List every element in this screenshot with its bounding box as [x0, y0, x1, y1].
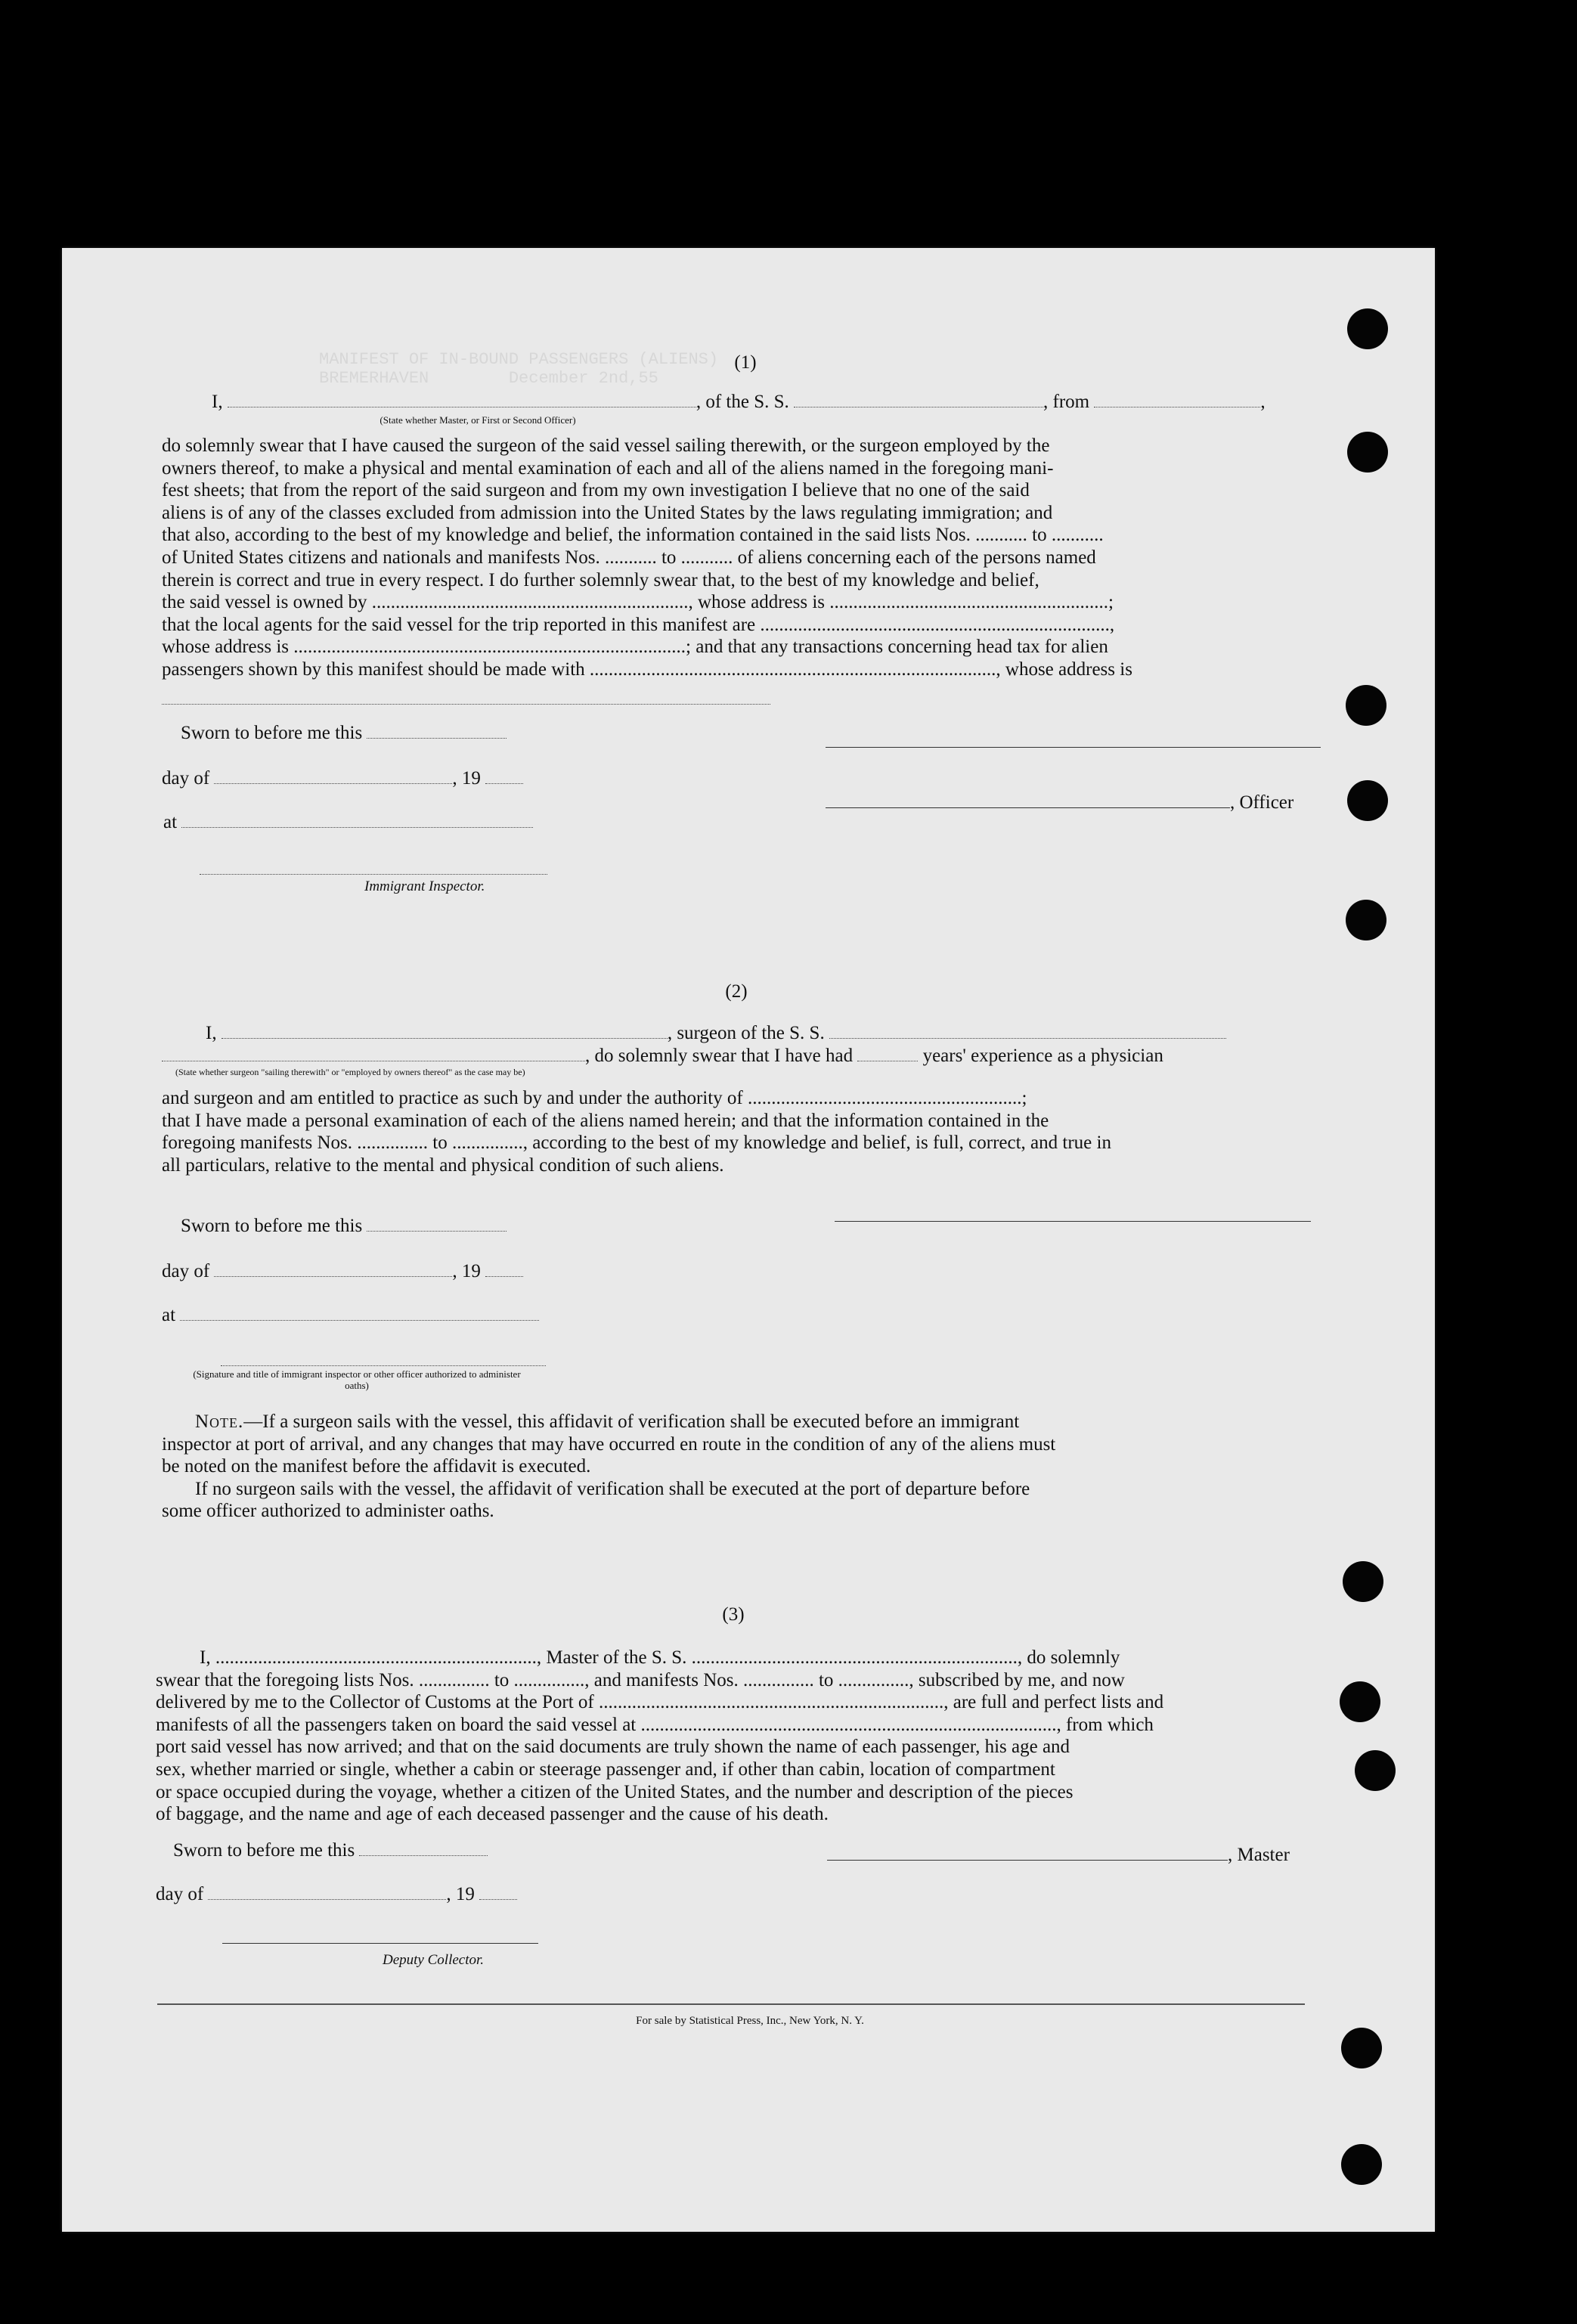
- officer-blank-1[interactable]: [826, 747, 1321, 748]
- section-2-right-line[interactable]: [835, 1221, 1311, 1222]
- note-line-4: If no surgeon sails with the vessel, the affidavit of verification shall be executed at the port of departure before: [195, 1478, 1030, 1499]
- section-3-year-field[interactable]: [479, 1886, 517, 1900]
- section-3-line-3: delivered by me to the Collector of Customs at the Port of ........................................................................., are full and perfect lists and: [156, 1692, 1164, 1713]
- section-3-day-of: day of , 19: [156, 1884, 517, 1905]
- section-2-day-of: day of , 19: [162, 1261, 523, 1282]
- section-1-line-6: of United States citizens and nationals and manifests Nos. ........... to ........... of aliens concerning each of the persons named: [162, 547, 1096, 568]
- section-2-body-line-3: foregoing manifests Nos. ............... to ..............., according to the best of my knowledge and belief, is full, correct, and true in: [162, 1133, 1111, 1154]
- section-3-sworn-date-field[interactable]: [359, 1842, 488, 1856]
- section-2-body-line-2: that I have made a personal examination of each of the aliens named herein; and that the information contained in the: [162, 1110, 1049, 1131]
- section-1-line-8: the said vessel is owned by ..................................................................., whose address is ...........................................................;: [162, 592, 1114, 613]
- section-1-year-field[interactable]: [485, 770, 523, 784]
- section-3-line-5: port said vessel has now arrived; and that on the said documents are truly shown the name of each passenger, his age and: [156, 1737, 1070, 1758]
- section-1-day-field[interactable]: [214, 770, 452, 784]
- section-2-day-field[interactable]: [214, 1263, 452, 1277]
- note-line-3: be noted on the manifest before the affidavit is executed.: [162, 1456, 591, 1477]
- section-2-body: [162, 1087, 1375, 1176]
- officer-signature-field[interactable]: [826, 792, 1230, 808]
- footer-imprint: For sale by Statistical Press, Inc., New York, N. Y.: [636, 2015, 864, 2027]
- section-2-caption: (State whether surgeon "sailing therewith" or "employed by owners thereof" as the case may be): [175, 1067, 525, 1077]
- section-1-sworn: Sworn to before me this: [181, 723, 507, 744]
- section-3-body: [156, 1647, 1374, 1826]
- section-1-line-10: whose address is ...................................................................................; and that any transactions concerning head tax for alien: [162, 637, 1108, 658]
- section-1-sworn-date-field[interactable]: [367, 724, 507, 739]
- section-1-day-of: day of , 19: [162, 768, 523, 789]
- surgeon-name-field[interactable]: [222, 1024, 668, 1039]
- immigrant-inspector-label: Immigrant Inspector.: [364, 878, 485, 894]
- surgeon-status-field[interactable]: [162, 1047, 585, 1061]
- section-2-sworn: Sworn to before me this: [181, 1216, 507, 1237]
- section-2-signature-line[interactable]: [221, 1352, 546, 1366]
- section-1-line-3: fest sheets; that from the report of the said surgeon and from my own investigation I believe that no one of the said: [162, 480, 1030, 501]
- section-1-address-continuation[interactable]: [162, 690, 770, 705]
- section-1-line-1: do solemnly swear that I have caused the surgeon of the said vessel sailing therewith, or the surgeon employed by the: [162, 435, 1050, 456]
- manifest-sheet: [62, 248, 1435, 2232]
- section-1-line-9: that the local agents for the said vessel for the trip reported in this manifest are ..........................................................................,: [162, 614, 1115, 635]
- punch-hole-1: [1347, 308, 1388, 349]
- section-2-at: at: [162, 1305, 539, 1326]
- section-2-year-field[interactable]: [485, 1263, 523, 1277]
- punch-hole-9: [1341, 2028, 1382, 2068]
- note-line-5: some officer authorized to administer oaths.: [162, 1501, 494, 1522]
- section-3-line-6: sex, whether married or single, whether a cabin or steerage passenger and, if other than cabin, location of compartment: [156, 1758, 1055, 1780]
- section-1-line-11: passengers shown by this manifest should be made with ......................................................................................, whose address is: [162, 658, 1132, 680]
- officer-signature-line: , Officer: [826, 792, 1294, 813]
- section-3-line-2: swear that the foregoing lists Nos. ............... to ..............., and manifests Nos. ............... to ..............., subscribed by me, and now: [156, 1669, 1125, 1690]
- master-signature-line: , Master: [827, 1845, 1290, 1866]
- section-3-line-1: I, ...................................................................., Master of the S. S. ....................................................................., do solemnly: [200, 1647, 1120, 1668]
- section-2-body-line-1: and surgeon and am entitled to practice as such by and under the authority of ..........................................................;: [162, 1088, 1027, 1108]
- collector-signature-line[interactable]: [222, 1943, 538, 1944]
- section-1-oath-line: I, , of the S. S. , from ,: [212, 392, 1266, 412]
- footer-rule: [157, 2003, 1305, 2005]
- section-2-line-2: , do solemnly swear that I have had years' experience as a physician: [162, 1046, 1163, 1067]
- punch-hole-5: [1346, 900, 1386, 940]
- punch-hole-3: [1346, 685, 1386, 726]
- section-2-line-1: I, , surgeon of the S. S.: [206, 1023, 1226, 1044]
- note-line-1: Note.—If a surgeon sails with the vessel, this affidavit of verification shall be executed before an immigrant: [195, 1411, 1020, 1432]
- section-3-number: (3): [722, 1604, 745, 1625]
- section-1-number: (1): [734, 352, 757, 373]
- section-3-day-field[interactable]: [208, 1886, 446, 1900]
- years-experience-field[interactable]: [857, 1047, 918, 1061]
- note-line-2: inspector at port of arrival, and any changes that may have occurred en route in the condition of any of the aliens must: [162, 1433, 1056, 1455]
- section-3-sworn: Sworn to before me this: [173, 1840, 488, 1861]
- section-2-vessel-field[interactable]: [829, 1024, 1226, 1039]
- section-1-line-2: owners thereof, to make a physical and mental examination of each and all of the aliens named in the foregoing mani-: [162, 457, 1054, 479]
- deputy-collector-label: Deputy Collector.: [383, 1952, 485, 1968]
- section-2-body-line-4: all particulars, relative to the mental and physical condition of such aliens.: [162, 1154, 724, 1176]
- punch-hole-6: [1343, 1561, 1383, 1602]
- vessel-name-field[interactable]: [794, 393, 1043, 407]
- bleed-through-text: MANIFEST OF IN-BOUND PASSENGERS (ALIENS) BREMERHAVEN December 2nd,55: [319, 350, 719, 388]
- section-3-line-8: of baggage, and the name and age of each deceased passenger and the cause of his death.: [156, 1804, 829, 1825]
- note-block: [162, 1411, 1375, 1523]
- inspector-signature-line[interactable]: [200, 860, 547, 875]
- section-1-caption: (State whether Master, or First or Second Officer): [380, 414, 576, 426]
- master-signature-field[interactable]: [827, 1845, 1228, 1861]
- section-2-signature-caption: (Signature and title of immigrant inspector or other officer authorized to administer oaths): [193, 1368, 521, 1391]
- note-label: Note.: [195, 1411, 244, 1432]
- officer-name-field[interactable]: [228, 393, 696, 407]
- punch-hole-4: [1347, 780, 1388, 821]
- departure-port-field[interactable]: [1094, 393, 1260, 407]
- section-1-at: at: [163, 812, 533, 833]
- section-2-sworn-date-field[interactable]: [367, 1217, 507, 1232]
- section-3-line-7: or space occupied during the voyage, whether a citizen of the United States, and the number and description of the pieces: [156, 1781, 1074, 1802]
- section-1-line-5: that also, according to the best of my knowledge and belief, the information contained in the said lists Nos. ........... to ...........: [162, 525, 1104, 546]
- section-1-i: I,: [212, 392, 223, 412]
- section-1-at-field[interactable]: [181, 813, 533, 828]
- punch-hole-10: [1341, 2144, 1382, 2185]
- section-2-at-field[interactable]: [180, 1306, 539, 1321]
- section-3-line-4: manifests of all the passengers taken on board the said vessel at ........................................................................................, from which: [156, 1714, 1154, 1735]
- section-2-number: (2): [725, 981, 748, 1002]
- section-1-body: [162, 435, 1375, 681]
- section-1-line-7: therein is correct and true in every respect. I do further solemnly swear that, to the best of my knowledge and belief,: [162, 569, 1039, 590]
- section-1-line-4: aliens is of any of the classes excluded from admission into the United States by the laws regulating immigration; and: [162, 502, 1053, 523]
